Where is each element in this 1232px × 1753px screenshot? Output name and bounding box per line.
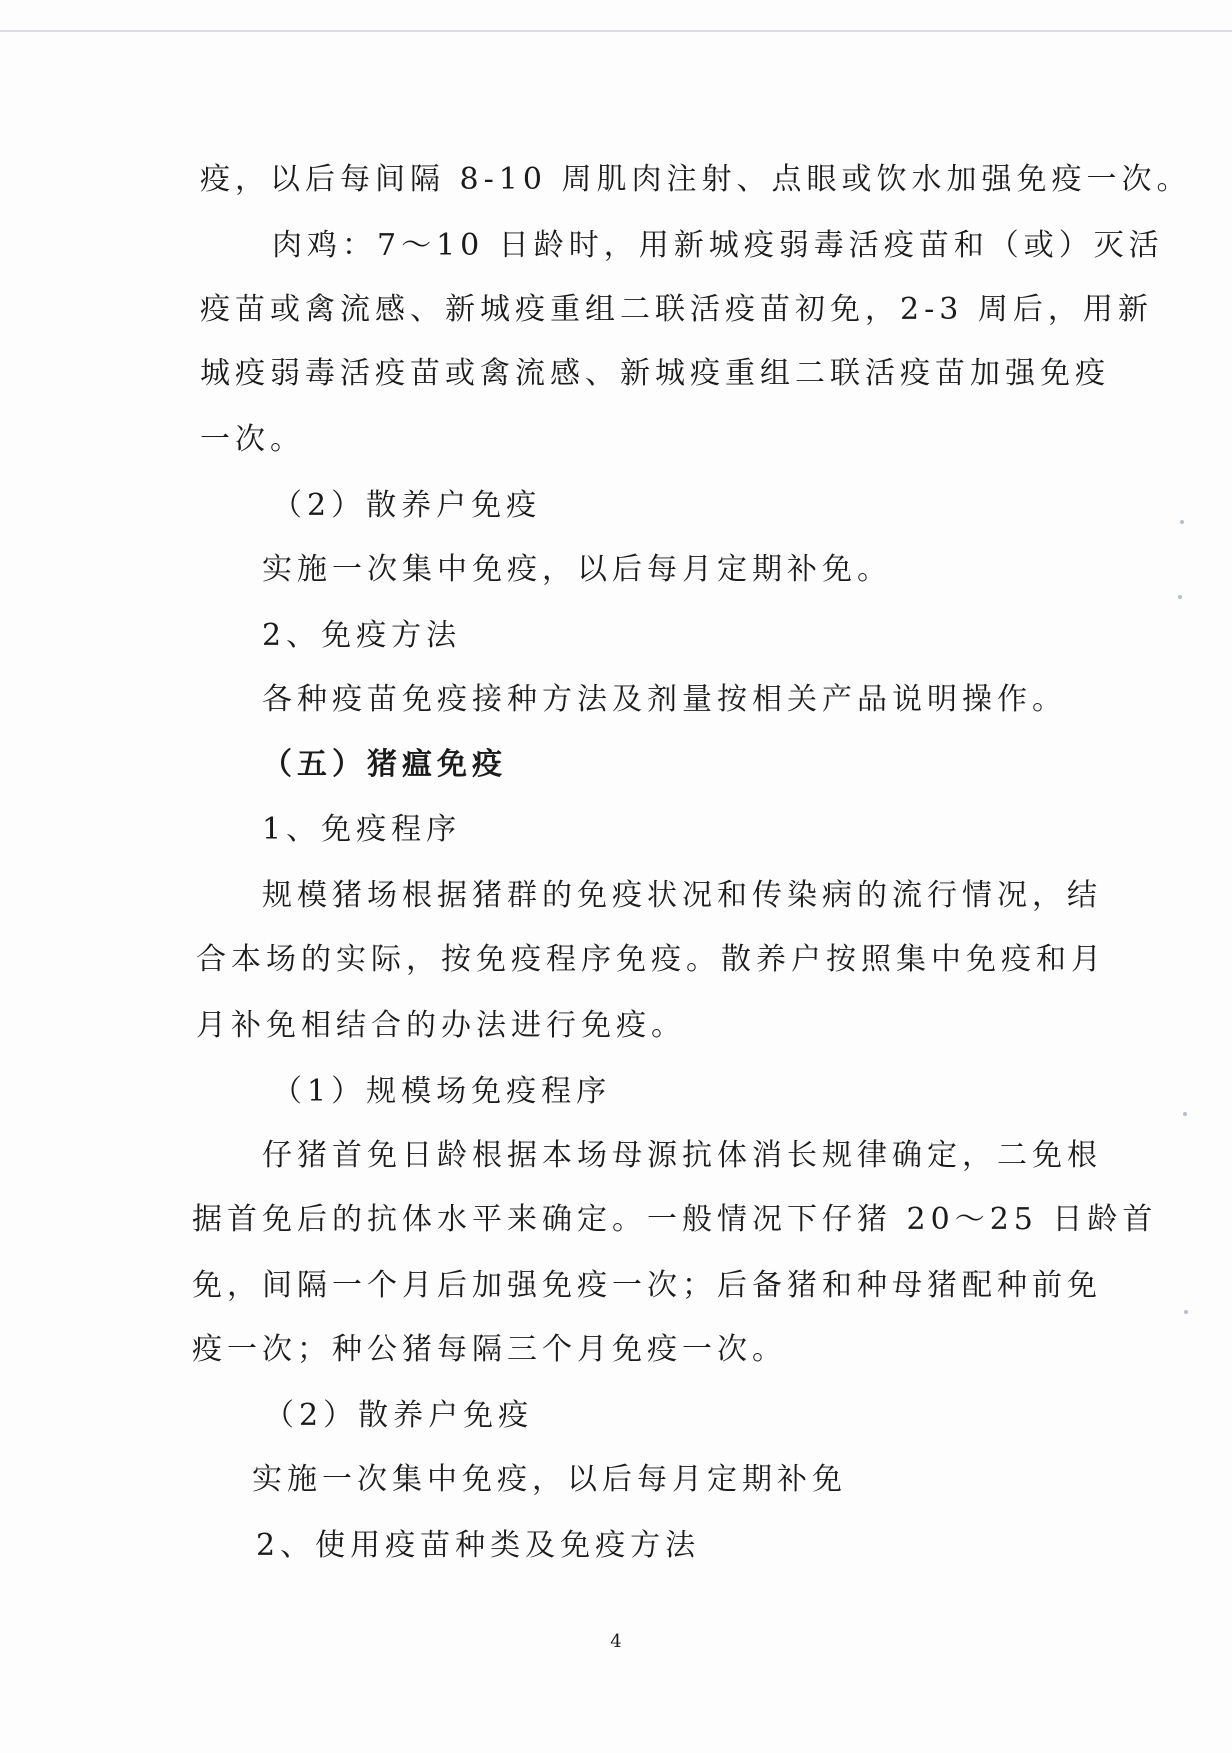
subheading-scattered-farm-2: （2）散养户免疫 bbox=[264, 1398, 534, 1433]
text-line-12: 规模猪场根据猪群的免疫状况和传染病的流行情况，结 bbox=[262, 878, 1102, 913]
subheading-vaccine-types: 2、使用疫苗种类及免疫方法 bbox=[256, 1528, 701, 1563]
section-heading-swine-fever: （五）猪瘟免疫 bbox=[262, 747, 507, 782]
text-line-19: 疫一次；种公猪每隔三个月免疫一次。 bbox=[192, 1332, 787, 1367]
text-line-18: 免，间隔一个月后加强免疫一次；后备猪和种母猪配种前免 bbox=[192, 1268, 1102, 1303]
subheading-immune-method: 2、免疫方法 bbox=[262, 618, 462, 653]
subheading-scattered-farm-1: （2）散养户免疫 bbox=[272, 488, 542, 523]
subheading-large-farm-program: （1）规模场免疫程序 bbox=[272, 1074, 612, 1109]
scan-speck bbox=[1183, 1112, 1187, 1116]
scan-speck bbox=[1184, 1310, 1188, 1314]
text-line-14: 月补免相结合的办法进行免疫。 bbox=[196, 1008, 686, 1043]
text-line-2: 肉鸡：7～10 日龄时，用新城疫弱毒活疫苗和（或）灭活 bbox=[272, 228, 1164, 263]
scan-speck bbox=[1180, 520, 1184, 524]
text-line-3: 疫苗或禽流感、新城疫重组二联活疫苗初免，2-3 周后，用新 bbox=[200, 292, 1153, 327]
subheading-immune-program: 1、免疫程序 bbox=[262, 812, 462, 847]
text-line-5: 一次。 bbox=[200, 422, 305, 457]
text-line-16: 仔猪首免日龄根据本场母源抗体消长规律确定，二免根 bbox=[262, 1138, 1102, 1173]
text-line-4: 城疫弱毒活疫苗或禽流感、新城疫重组二联活疫苗加强免疫 bbox=[200, 356, 1110, 391]
page-number: 4 bbox=[610, 1631, 622, 1652]
text-line-13: 合本场的实际，按免疫程序免疫。散养户按照集中免疫和月 bbox=[196, 942, 1106, 977]
scan-top-edge bbox=[0, 30, 1232, 32]
text-line-9: 各种疫苗免疫接种方法及剂量按相关产品说明操作。 bbox=[262, 682, 1067, 717]
text-line-7: 实施一次集中免疫，以后每月定期补免。 bbox=[262, 552, 892, 587]
text-line-1: 疫，以后每间隔 8-10 周肌肉注射、点眼或饮水加强免疫一次。 bbox=[200, 162, 1192, 197]
scan-speck bbox=[1178, 595, 1182, 599]
text-line-21: 实施一次集中免疫，以后每月定期补免 bbox=[252, 1462, 847, 1497]
text-line-17: 据首免后的抗体水平来确定。一般情况下仔猪 20～25 日龄首 bbox=[192, 1202, 1158, 1237]
